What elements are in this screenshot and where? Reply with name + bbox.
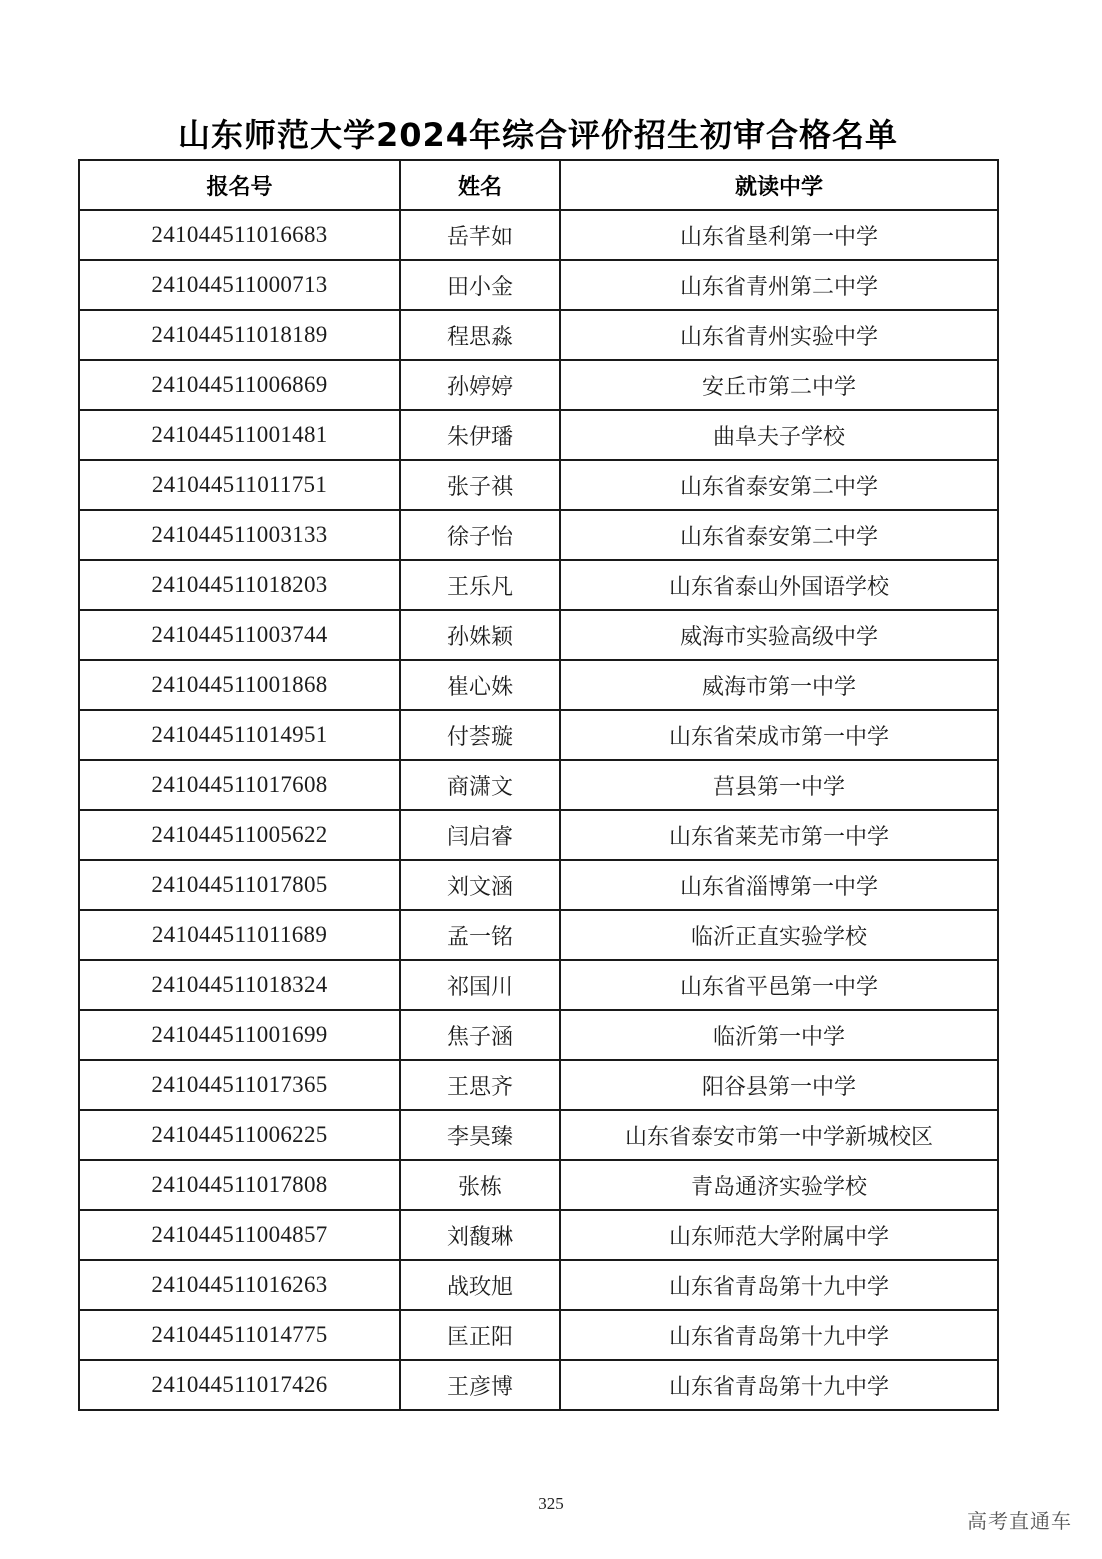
school-cell: 山东省青州实验中学	[560, 310, 998, 360]
registration-number-cell: 241044511000713	[79, 260, 400, 310]
student-name-cell: 朱伊璠	[400, 410, 560, 460]
registration-number-cell: 241044511005622	[79, 810, 400, 860]
table-row	[79, 560, 998, 610]
table-row	[79, 460, 998, 510]
school-cell: 山东省青州第二中学	[560, 260, 998, 310]
registration-number-cell: 241044511016263	[79, 1260, 400, 1310]
school-cell: 威海市第一中学	[560, 660, 998, 710]
student-name-cell: 王乐凡	[400, 560, 560, 610]
school-cell: 临沂正直实验学校	[560, 910, 998, 960]
registration-number-cell: 241044511018324	[79, 960, 400, 1010]
registration-number-cell: 241044511011751	[79, 460, 400, 510]
table-row	[79, 610, 998, 660]
student-name-cell: 田小金	[400, 260, 560, 310]
registration-number-cell: 241044511017365	[79, 1060, 400, 1110]
table-row	[79, 360, 998, 410]
registration-number-cell: 241044511006225	[79, 1110, 400, 1160]
school-cell: 莒县第一中学	[560, 760, 998, 810]
student-name-cell: 匡正阳	[400, 1310, 560, 1360]
school-cell: 青岛通济实验学校	[560, 1160, 998, 1210]
table-row	[79, 810, 998, 860]
registration-number-cell: 241044511004857	[79, 1210, 400, 1260]
table-row	[79, 1160, 998, 1210]
school-cell: 山东省青岛第十九中学	[560, 1260, 998, 1310]
student-name-cell: 闫启睿	[400, 810, 560, 860]
registration-number-cell: 241044511011689	[79, 910, 400, 960]
student-name-cell: 孟一铭	[400, 910, 560, 960]
table-row	[79, 260, 998, 310]
school-cell: 山东省平邑第一中学	[560, 960, 998, 1010]
school-cell: 山东省青岛第十九中学	[560, 1360, 998, 1410]
student-name-cell: 岳芊如	[400, 210, 560, 260]
column-header-name: 姓名	[400, 160, 560, 210]
school-cell: 安丘市第二中学	[560, 360, 998, 410]
registration-number-cell: 241044511003744	[79, 610, 400, 660]
school-cell: 山东省荣成市第一中学	[560, 710, 998, 760]
table-row	[79, 710, 998, 760]
table-row	[79, 1360, 998, 1410]
student-name-cell: 战玫旭	[400, 1260, 560, 1310]
student-name-cell: 孙婷婷	[400, 360, 560, 410]
registration-number-cell: 241044511018189	[79, 310, 400, 360]
student-name-cell: 张栋	[400, 1160, 560, 1210]
table-row	[79, 910, 998, 960]
registration-number-cell: 241044511014951	[79, 710, 400, 760]
school-cell: 山东省青岛第十九中学	[560, 1310, 998, 1360]
registration-number-cell: 241044511016683	[79, 210, 400, 260]
school-cell: 山东省垦利第一中学	[560, 210, 998, 260]
registration-number-cell: 241044511014775	[79, 1310, 400, 1360]
school-cell: 山东省泰安市第一中学新城校区	[560, 1110, 998, 1160]
registration-number-cell: 241044511001699	[79, 1010, 400, 1060]
school-cell: 阳谷县第一中学	[560, 1060, 998, 1110]
page-title: 山东师范大学2024年综合评价招生初审合格名单	[177, 116, 899, 154]
table-row	[79, 210, 998, 260]
table-row	[79, 510, 998, 560]
registration-number-cell: 241044511017608	[79, 760, 400, 810]
table-row	[79, 1260, 998, 1310]
school-cell: 山东师范大学附属中学	[560, 1210, 998, 1260]
school-cell: 山东省莱芜市第一中学	[560, 810, 998, 860]
student-name-cell: 王彦博	[400, 1360, 560, 1410]
school-cell: 山东省泰安第二中学	[560, 460, 998, 510]
school-cell: 山东省泰山外国语学校	[560, 560, 998, 610]
student-name-cell: 张子祺	[400, 460, 560, 510]
table-body	[79, 210, 998, 1410]
table-row	[79, 1110, 998, 1160]
student-name-cell: 祁国川	[400, 960, 560, 1010]
column-header-registration-number: 报名号	[79, 160, 400, 210]
student-name-cell: 王思齐	[400, 1060, 560, 1110]
watermark: 高考直通车	[967, 1509, 1072, 1533]
registration-number-cell: 241044511001868	[79, 660, 400, 710]
table-row	[79, 310, 998, 360]
school-cell: 曲阜夫子学校	[560, 410, 998, 460]
registration-number-cell: 241044511017808	[79, 1160, 400, 1210]
student-name-cell: 焦子涵	[400, 1010, 560, 1060]
student-name-cell: 李昊臻	[400, 1110, 560, 1160]
registration-number-cell: 241044511017805	[79, 860, 400, 910]
school-cell: 山东省泰安第二中学	[560, 510, 998, 560]
table-row	[79, 1210, 998, 1260]
student-name-cell: 刘馥琳	[400, 1210, 560, 1260]
school-cell: 山东省淄博第一中学	[560, 860, 998, 910]
student-name-cell: 付荟璇	[400, 710, 560, 760]
table-row	[79, 760, 998, 810]
page-number: 325	[538, 1494, 564, 1513]
table-row	[79, 410, 998, 460]
student-name-cell: 刘文涵	[400, 860, 560, 910]
table-row	[79, 860, 998, 910]
student-name-cell: 徐子怡	[400, 510, 560, 560]
registration-number-cell: 241044511003133	[79, 510, 400, 560]
registration-number-cell: 241044511006869	[79, 360, 400, 410]
registration-number-cell: 241044511018203	[79, 560, 400, 610]
student-name-cell: 孙姝颖	[400, 610, 560, 660]
admission-list-table	[78, 159, 999, 1411]
table-row	[79, 1310, 998, 1360]
table-header-row	[79, 160, 998, 210]
registration-number-cell: 241044511001481	[79, 410, 400, 460]
registration-number-cell: 241044511017426	[79, 1360, 400, 1410]
column-header-school: 就读中学	[560, 160, 998, 210]
table-row	[79, 660, 998, 710]
school-cell: 威海市实验高级中学	[560, 610, 998, 660]
student-name-cell: 崔心姝	[400, 660, 560, 710]
school-cell: 临沂第一中学	[560, 1010, 998, 1060]
student-name-cell: 程思淼	[400, 310, 560, 360]
student-name-cell: 商潇文	[400, 760, 560, 810]
table-row	[79, 1060, 998, 1110]
table-row	[79, 1010, 998, 1060]
table-row	[79, 960, 998, 1010]
